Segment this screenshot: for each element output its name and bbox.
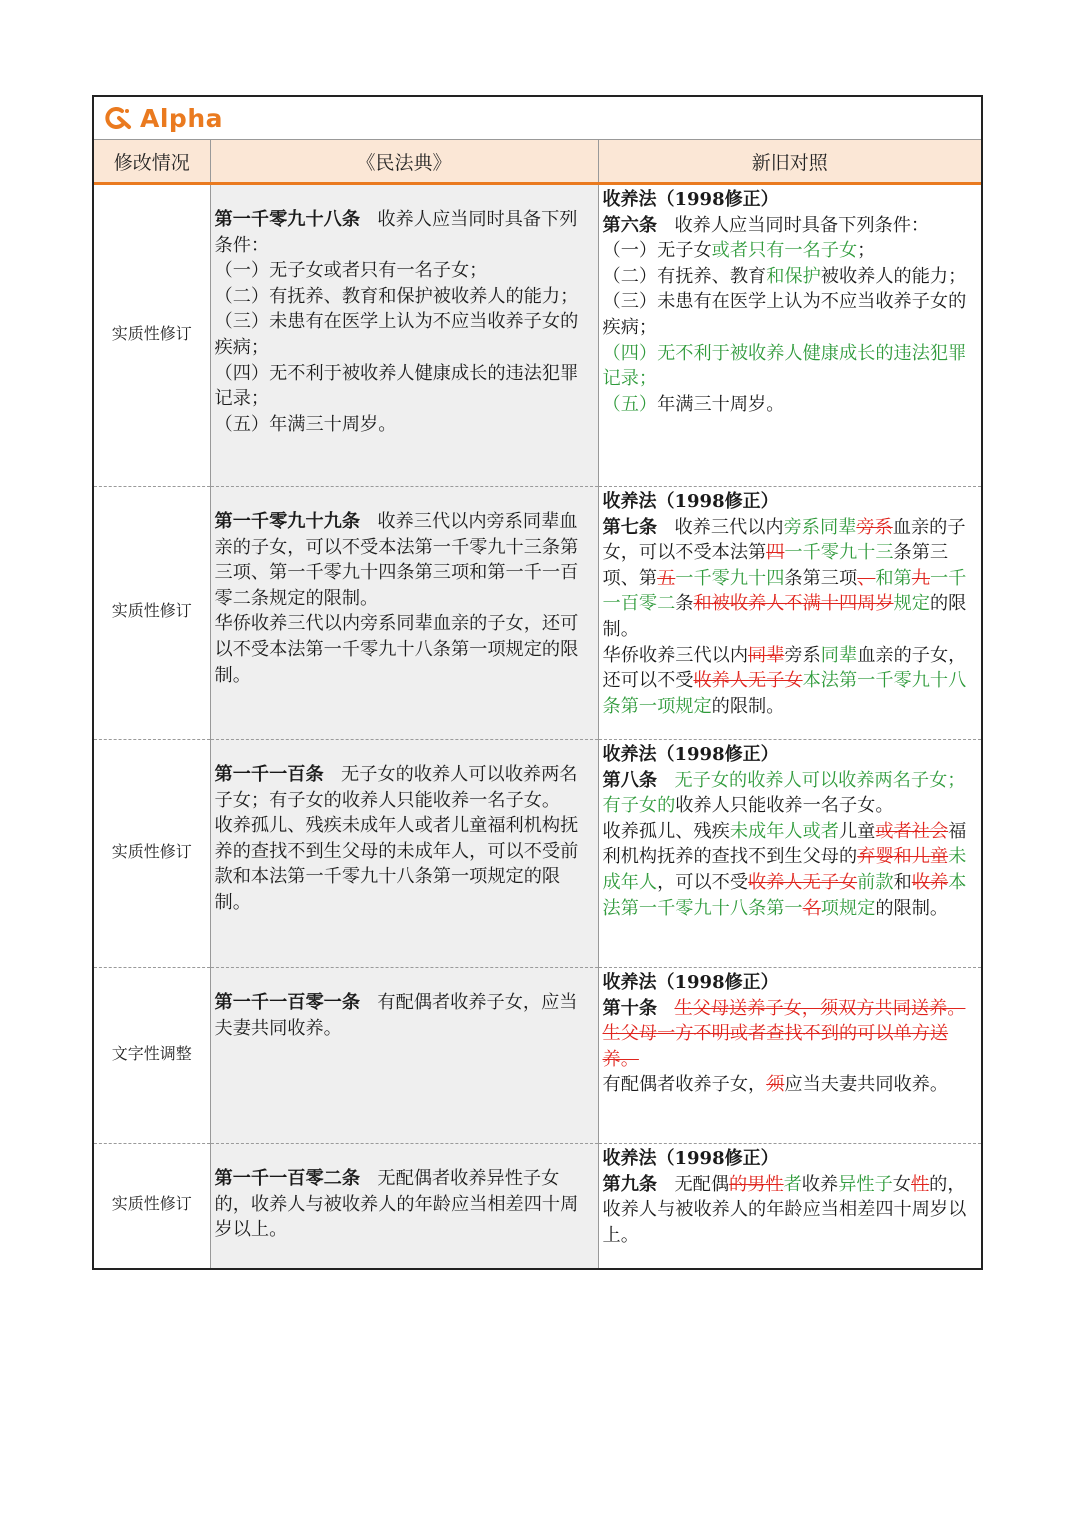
civil-code-text	[210, 487, 598, 740]
deleted-text: 和被收养人不满十四周岁	[693, 593, 894, 615]
added-text: 本法第一千零九十八条第一	[602, 871, 967, 919]
table-row	[94, 1144, 981, 1268]
article-number: 第七条	[602, 516, 658, 538]
deleted-text: 生父母送养子女，须双方共同送养。生父母一方不明或者查找不到的可以单方送养。	[602, 997, 966, 1070]
text-run: 条	[675, 593, 694, 615]
deleted-text: 同辈	[748, 644, 785, 666]
article-text: 收养人应当同时具备下列条件：	[214, 209, 578, 256]
text-run: 的限制。	[711, 695, 785, 717]
old-law-text	[598, 968, 981, 1144]
article-text: 无子女的收养人可以收养两名子女；有子女的收养人只能收养一名子女。	[214, 764, 578, 811]
comparison-table	[94, 140, 981, 1268]
added-text: 一千零九十三	[784, 542, 894, 564]
table-row	[94, 968, 981, 1144]
civil-code-text	[210, 968, 598, 1144]
article-number: 第十条	[602, 997, 658, 1019]
added-text: 一千零九十四	[675, 567, 785, 589]
comparison-document	[92, 95, 983, 1270]
article-number: 第一千一百条	[214, 764, 324, 785]
law-title: 收养法（1998修正）	[602, 972, 779, 993]
civil-code-text	[210, 740, 598, 968]
article-number: 第一千一百零二条	[214, 1168, 361, 1189]
added-text: （四）无不利于被收养人健康成长的违法犯罪记录；	[602, 342, 967, 390]
added-text: 本法第一千零九十八条第一项规定	[602, 670, 967, 717]
article-text: （四）无不利于被收养人健康成长的违法犯罪记录；	[214, 362, 579, 410]
text-run: 血亲的子女，还可以不受	[602, 644, 967, 692]
added-text: 和保护	[766, 265, 821, 287]
change-type: 实质性修订	[94, 1144, 210, 1268]
article-text: 华侨收养三代以内旁系同辈血亲的子女，还可以不受本法第一千零九十八条第一项规定的限制。	[214, 613, 579, 686]
header-change-type: 修改情况	[94, 140, 210, 184]
old-law-text	[598, 184, 981, 487]
added-text: 前款	[857, 871, 894, 893]
change-type: 实质性修订	[111, 323, 192, 343]
article-text: （五）年满三十周岁。	[214, 413, 397, 435]
article-text: （二）有抚养、教育和保护被收养人的能力；	[214, 285, 579, 307]
civil-code-text	[210, 184, 598, 487]
text-run: （三）未患有在医学上认为不应当收养子女的疾病；	[602, 291, 967, 338]
added-text: 同辈	[820, 644, 858, 666]
header-civil-code: 《民法典》	[210, 140, 598, 184]
text-run: 收养三代以内	[674, 516, 784, 538]
added-text: 一千一百零二	[602, 567, 967, 615]
text-run: 无配偶	[674, 1173, 730, 1195]
deleted-text: 性	[910, 1173, 930, 1195]
old-law-text	[598, 1144, 981, 1268]
deleted-text: 四	[766, 542, 785, 564]
deleted-text: 旁系	[856, 516, 893, 538]
text-run: 年满三十周岁。	[657, 393, 785, 415]
added-text: 和第	[875, 567, 912, 589]
text-run: 有配偶者收养子女，	[602, 1074, 767, 1096]
text-run: 收养	[801, 1173, 839, 1195]
brand-header	[94, 97, 981, 140]
text-run: 女	[892, 1173, 911, 1195]
text-run: 条第三项	[784, 567, 858, 589]
added-text: 未成年人	[602, 846, 967, 893]
article-text: 有配偶者收养子女，应当夫妻共同收养。	[214, 992, 578, 1039]
added-text: 者	[783, 1173, 802, 1195]
added-text: 未成年人或者	[729, 820, 839, 842]
text-run: 的限制。	[602, 593, 967, 640]
text-run: 和	[893, 871, 912, 893]
added-text: 系同辈	[801, 516, 857, 538]
old-law-text	[598, 740, 981, 968]
added-text: 异性子	[838, 1173, 893, 1195]
text-run: （一）无子女	[602, 240, 712, 262]
article-text: 收养孤儿、残疾未成年人或者儿童福利机构抚养的查找不到生父母的未成年人，可以不受前款和本法第一千零九十八条第一项规定的限制。	[214, 815, 579, 913]
law-title: 收养法（1998修正）	[602, 1148, 779, 1169]
text-run: （二）有抚养、教育	[602, 265, 767, 287]
text-run: 儿童	[838, 820, 876, 842]
added-text: 规定	[893, 593, 930, 615]
article-number: 第一千零九十九条	[214, 511, 361, 532]
deleted-text: 收养人无子女	[748, 871, 858, 893]
deleted-text: 的男性	[729, 1173, 784, 1195]
deleted-text: 、	[857, 567, 876, 589]
article-text: （三）未患有在医学上认为不应当收养子女的疾病；	[214, 311, 579, 358]
deleted-text: 须	[766, 1074, 785, 1096]
table-row	[94, 184, 981, 487]
text-run: 收养孤儿、残疾	[602, 820, 730, 842]
added-text: 无子女的收养人可以收养两名子女；有子女的	[602, 769, 966, 817]
text-run: 的，收养人与被收养人的年龄应当相差四十周岁以上。	[602, 1173, 967, 1246]
text-run: 旁系	[784, 644, 821, 666]
deleted-text: 弃婴和儿童	[857, 846, 949, 868]
text-run: 条第三项、第	[602, 542, 949, 589]
header-old-new-comparison: 新旧对照	[598, 140, 981, 184]
added-text: 项规定	[820, 897, 876, 919]
alpha-logo-icon	[102, 103, 132, 133]
law-title: 收养法（1998修正）	[602, 189, 779, 210]
text-run: 的限制。	[875, 897, 949, 919]
text-run: 收养人只能收养一名子女。	[675, 795, 894, 817]
text-run: 收养人应当同时具备下列条件：	[674, 214, 930, 236]
added-text: 旁	[783, 516, 802, 538]
article-text: 收养三代以内旁系同辈血亲的子女，可以不受本法第一千零九十三条第三项、第一千零九十四条第三项和第一千一百零二条规定的限制。	[214, 511, 579, 609]
text-run: ，可以不受	[657, 871, 749, 893]
brand-name: Alpha	[140, 103, 223, 133]
law-title: 收养法（1998修正）	[602, 491, 779, 512]
old-law-text	[598, 487, 981, 740]
table-header-row	[94, 140, 981, 184]
article-number: 第一千一百零一条	[214, 992, 361, 1013]
law-title: 收养法（1998修正）	[602, 744, 779, 765]
civil-code-text	[210, 1144, 598, 1268]
deleted-text: 或者社会	[875, 820, 949, 842]
deleted-text: 收养人无子女	[693, 670, 803, 692]
article-number: 第九条	[602, 1173, 658, 1195]
article-number: 第一千零九十八条	[214, 209, 361, 230]
article-number: 第八条	[602, 769, 658, 791]
change-type: 文字性调整	[94, 968, 210, 1144]
text-run: 被收养人的能力；	[820, 265, 967, 287]
change-type: 实质性修订	[94, 487, 210, 740]
text-run: ；	[857, 240, 876, 262]
deleted-text: 名	[802, 897, 821, 919]
text-run: 血亲的子女，可以不受本法第	[602, 516, 966, 564]
text-run: 福利机构抚养的查找不到生父母的	[602, 820, 967, 868]
table-row	[94, 487, 981, 740]
added-text: 或者只有一名子女	[711, 240, 858, 262]
table-row	[94, 740, 981, 968]
text-run: 应当夫妻共同收养。	[784, 1074, 949, 1096]
deleted-text: 收养	[911, 871, 949, 893]
article-text: 无配偶者收养异性子女的，收养人与被收养人的年龄应当相差四十周岁以上。	[214, 1168, 579, 1241]
deleted-text: 九	[911, 567, 930, 589]
added-text: （五）	[602, 393, 658, 415]
article-text: （一）无子女或者只有一名子女；	[214, 260, 488, 282]
deleted-text: 五	[657, 567, 676, 589]
text-run: 华侨收养三代以内	[602, 644, 749, 666]
change-type: 实质性修订	[94, 740, 210, 968]
article-number: 第六条	[602, 214, 658, 236]
